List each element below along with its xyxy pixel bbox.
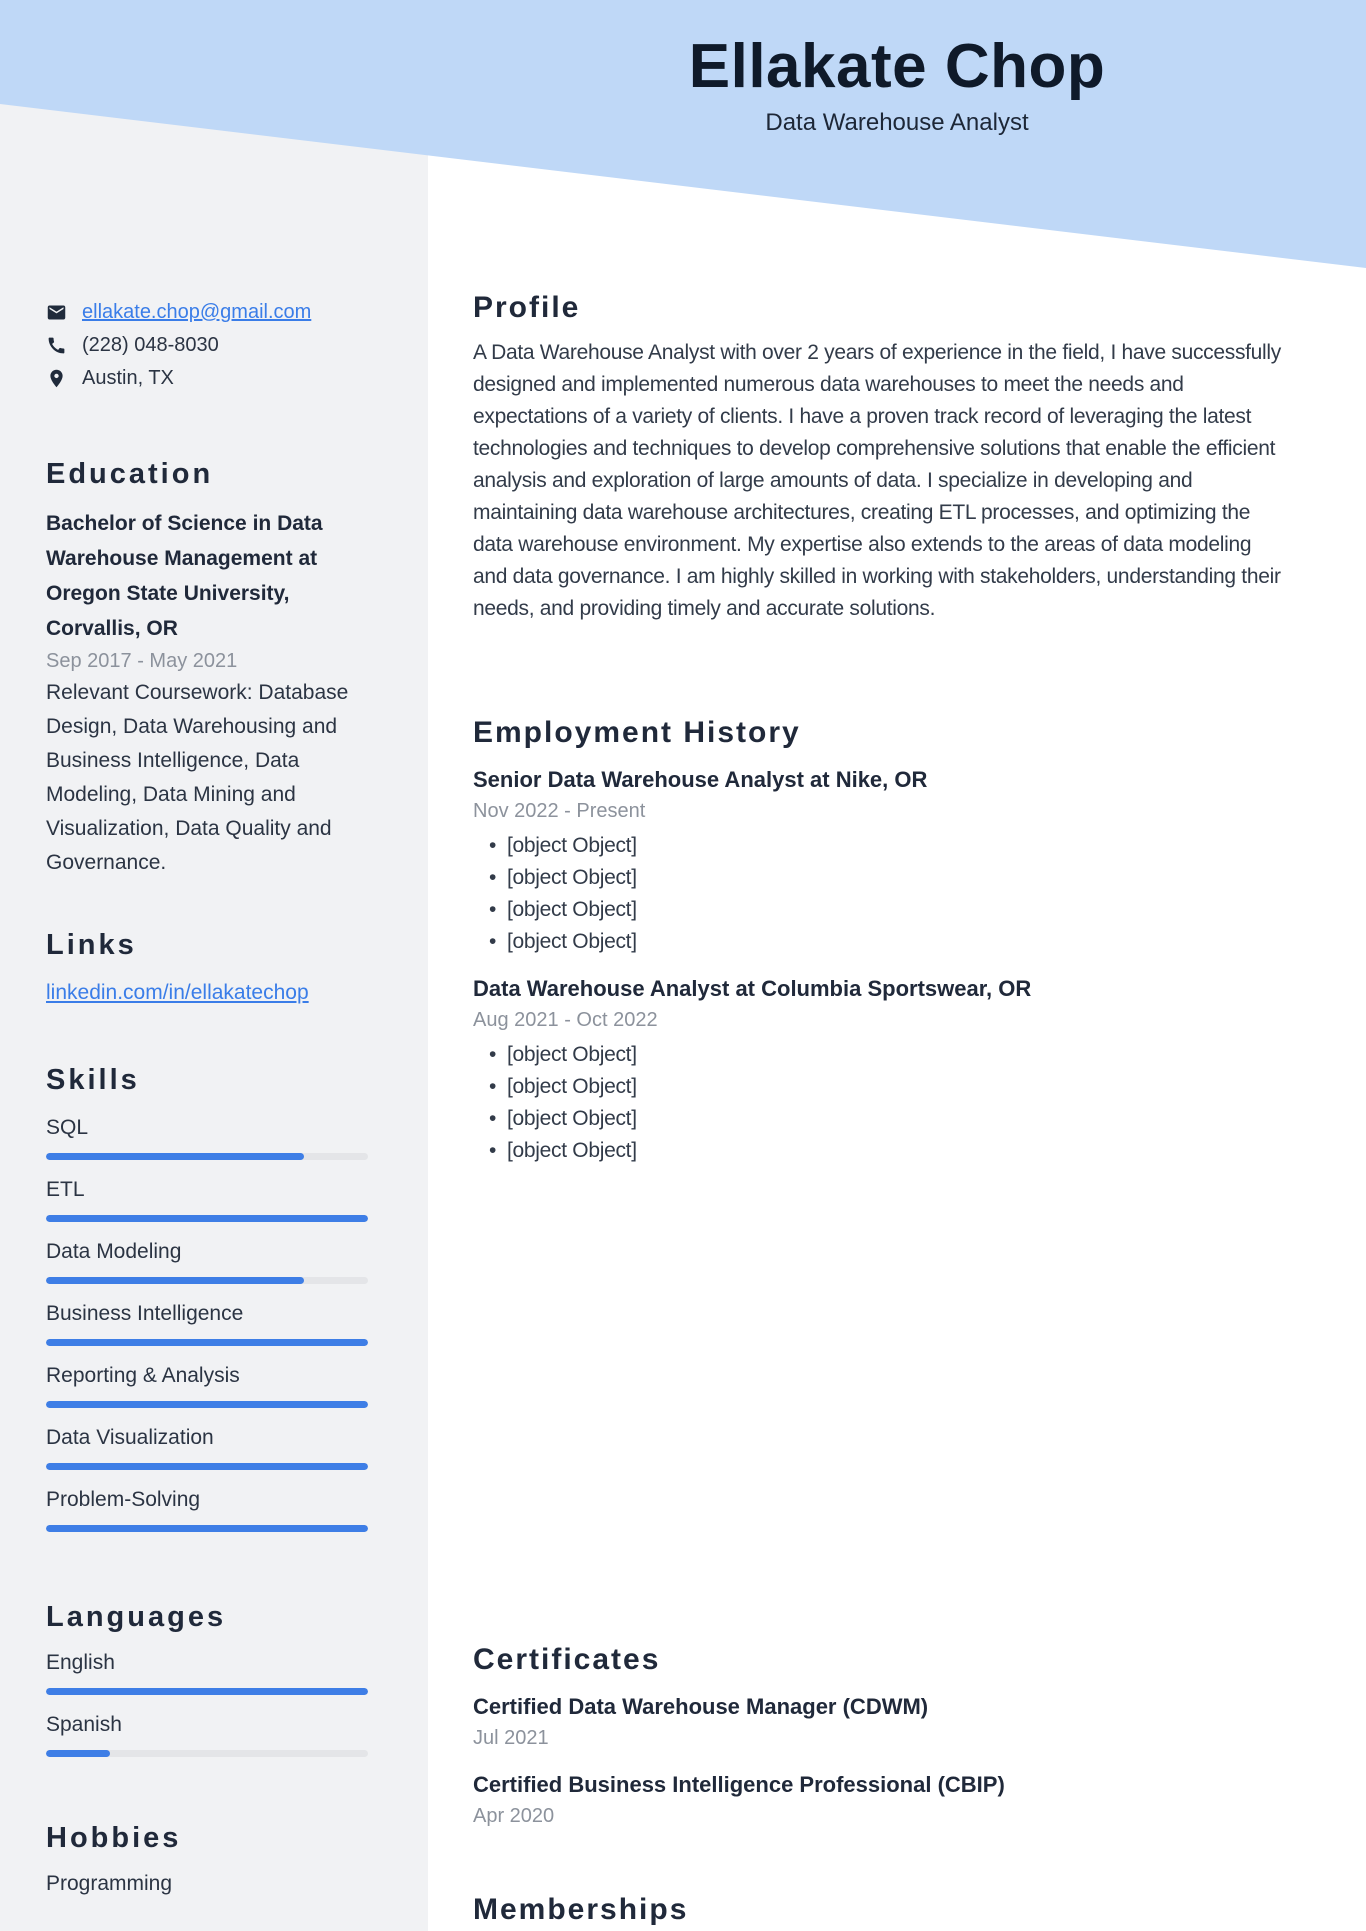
skill-name: Data Visualization — [46, 1426, 214, 1449]
skill-bar-fill — [46, 1277, 304, 1284]
contact-phone-row — [46, 329, 368, 362]
certificate-entry — [473, 1769, 1290, 1832]
skill-bar-fill — [46, 1215, 368, 1222]
phone-icon — [46, 335, 67, 356]
profile-section — [473, 290, 1290, 625]
skill-bar-track — [46, 1525, 368, 1532]
envelope-icon — [46, 302, 67, 323]
job-dates: Nov 2022 - Present — [473, 800, 646, 822]
skill-name: SQL — [46, 1116, 89, 1139]
skill-name: Business Intelligence — [46, 1302, 244, 1325]
candidate-job-title: Data Warehouse Analyst — [765, 109, 1029, 136]
map-pin-icon — [46, 368, 67, 389]
skill-bar-track — [46, 1215, 368, 1222]
employment-heading: Employment History — [473, 716, 801, 749]
job-bullet: • [object Object] — [473, 1103, 1290, 1135]
link-line — [46, 976, 368, 1009]
skill-bar-track — [46, 1463, 368, 1470]
certificate-date: Jul 2021 — [473, 1727, 549, 1749]
job-bullet: • [object Object] — [473, 830, 1290, 862]
skill-item — [46, 1297, 368, 1346]
skill-item — [46, 1359, 368, 1408]
job-title: Data Warehouse Analyst at Columbia Sportswear, OR — [473, 976, 1032, 1001]
language-bar-fill — [46, 1688, 368, 1695]
certificate-entry — [473, 1691, 1290, 1754]
memberships-section — [473, 1892, 1290, 1928]
certificate-title: Certified Data Warehouse Manager (CDWM) — [473, 1694, 929, 1719]
skills-list — [46, 1111, 368, 1532]
skill-item — [46, 1111, 368, 1160]
email-link[interactable]: ellakate.chop@gmail.com — [82, 301, 312, 323]
job-bullet: • [object Object] — [473, 926, 1290, 958]
skill-name: Data Modeling — [46, 1240, 182, 1263]
sidebar — [0, 0, 428, 1931]
skill-bar-track — [46, 1339, 368, 1346]
jobs-list — [473, 764, 1290, 1167]
certificates-heading: Certificates — [473, 1643, 661, 1676]
certificate-title: Certified Business Intelligence Professional (CBIP) — [473, 1772, 1005, 1797]
skill-bar-fill — [46, 1525, 368, 1532]
job-bullets — [473, 1039, 1290, 1167]
contact-location-row — [46, 362, 368, 395]
language-bar-fill — [46, 1750, 110, 1757]
job-bullets — [473, 830, 1290, 958]
education-degree: Bachelor of Science in Data Warehouse Management at Oregon State University, Corvallis, OR — [46, 512, 323, 640]
profile-text: A Data Warehouse Analyst with over 2 years of experience in the field, I have successfully designed and implemented numerous data warehouses to meet the needs and expectations of a variety of clients. I have a proven track record of leveraging the latest technologies and techniques to develop comprehensive solutions that enable the efficient analysis and exploration of large amounts of data. I specialize in developing and maintaining data warehouse architectures, creating ETL processes, and optimizing the data warehouse environment. My expertise also extends to the areas of data modeling and data governance. I am highly skilled in working with stakeholders, understanding their needs, and providing timely and accurate solutions. — [473, 341, 1281, 620]
skill-name: ETL — [46, 1178, 85, 1201]
job-entry — [473, 973, 1290, 1167]
links-heading: Links — [46, 929, 137, 961]
skill-bar-track — [46, 1277, 368, 1284]
skill-bar-track — [46, 1401, 368, 1408]
language-name: English — [46, 1651, 115, 1674]
education-coursework: Relevant Coursework: Database Design, Data Warehousing and Business Intelligence, Data Modeling, Data Mining and Visualization, Data Quality and Governance. — [46, 681, 349, 874]
skill-bar-fill — [46, 1463, 368, 1470]
main-column — [473, 0, 1290, 1931]
languages-list — [46, 1646, 368, 1757]
skill-bar-fill — [46, 1339, 368, 1346]
language-bar-track — [46, 1688, 368, 1695]
language-item — [46, 1646, 368, 1695]
job-entry — [473, 764, 1290, 958]
phone-number: (228) 048-8030 — [82, 334, 219, 356]
skill-item — [46, 1483, 368, 1532]
skill-item — [46, 1421, 368, 1470]
skill-name: Problem-Solving — [46, 1488, 201, 1511]
job-title: Senior Data Warehouse Analyst at Nike, OR — [473, 767, 928, 792]
job-dates: Aug 2021 - Oct 2022 — [473, 1009, 658, 1031]
job-bullet: • [object Object] — [473, 1071, 1290, 1103]
linkedin-link[interactable]: linkedin.com/in/ellakatechop — [46, 981, 309, 1004]
skill-bar-fill — [46, 1401, 368, 1408]
contact-email-row — [46, 296, 368, 329]
job-bullet: • [object Object] — [473, 862, 1290, 894]
contact-section — [46, 296, 368, 395]
language-bar-track — [46, 1750, 368, 1757]
skills-heading: Skills — [46, 1064, 140, 1096]
education-dates: Sep 2017 - May 2021 — [46, 650, 238, 672]
employment-section — [473, 715, 1290, 1167]
skill-item — [46, 1173, 368, 1222]
location-text: Austin, TX — [82, 367, 174, 389]
memberships-heading: Memberships — [473, 1893, 689, 1926]
profile-heading: Profile — [473, 291, 581, 324]
certificates-section — [473, 1642, 1290, 1832]
languages-heading: Languages — [46, 1601, 227, 1633]
education-heading: Education — [46, 458, 214, 490]
skill-item — [46, 1235, 368, 1284]
certificates-list — [473, 1691, 1290, 1832]
skill-bar-track — [46, 1153, 368, 1160]
language-name: Spanish — [46, 1713, 122, 1736]
language-item — [46, 1708, 368, 1757]
job-bullet: • [object Object] — [473, 1039, 1290, 1071]
hobbies-heading: Hobbies — [46, 1822, 182, 1854]
hobbies-text: Programming — [46, 1872, 173, 1895]
candidate-name: Ellakate Chop — [688, 32, 1106, 101]
certificate-date: Apr 2020 — [473, 1805, 555, 1827]
job-bullet: • [object Object] — [473, 1135, 1290, 1167]
skill-bar-fill — [46, 1153, 304, 1160]
job-bullet: • [object Object] — [473, 894, 1290, 926]
skill-name: Reporting & Analysis — [46, 1364, 240, 1387]
